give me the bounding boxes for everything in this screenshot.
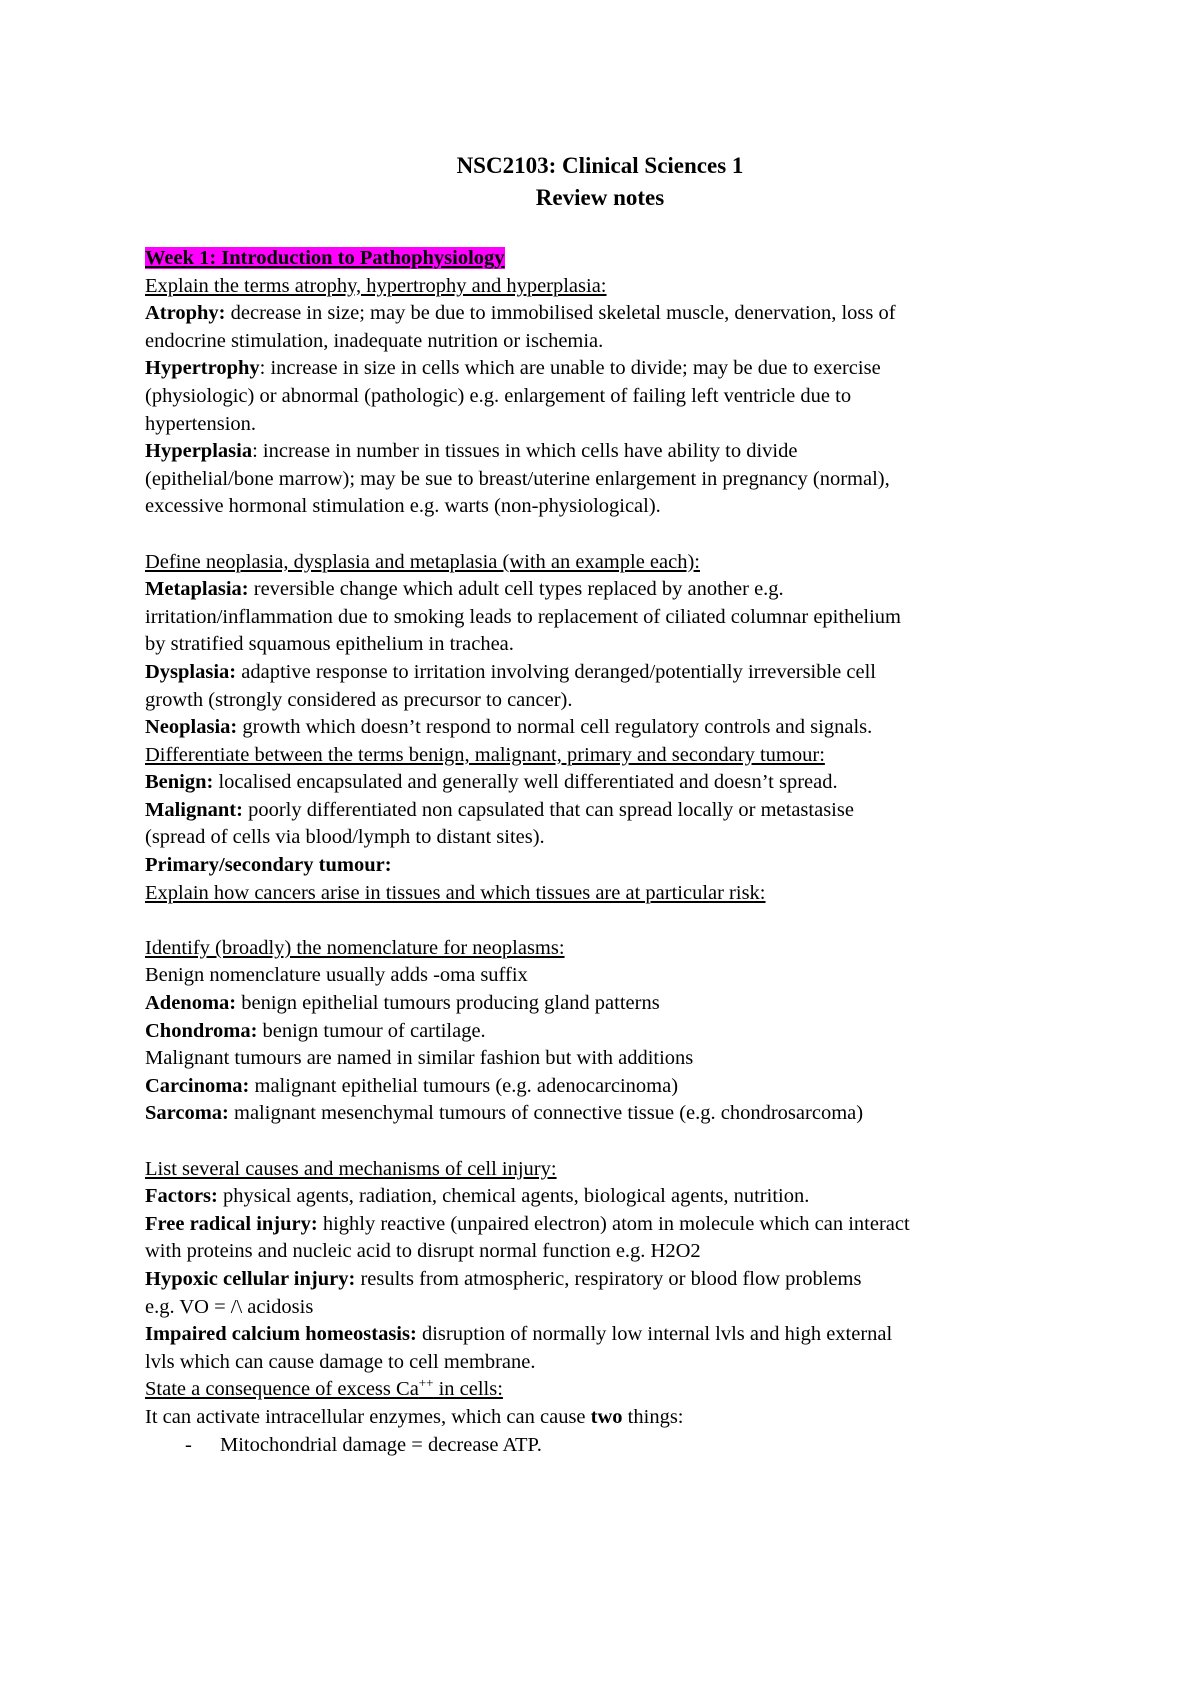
malignant-text: poorly differentiated non capsulated that can spread locally or metastasise bbox=[242, 798, 854, 821]
consequence-line bbox=[145, 1404, 1075, 1432]
sarcoma-text: malignant mesenchymal tumours of connective tissue (e.g. chondrosarcoma) bbox=[228, 1102, 864, 1125]
term-carcinoma: Carcinoma: bbox=[145, 1074, 250, 1097]
benign-text: localised encapsulated and generally well differentiated and doesn’t spread. bbox=[213, 771, 838, 794]
question-neoplasia: Define neoplasia, dysplasia and metaplasia (with an example each): bbox=[145, 550, 700, 573]
free-radical-text: highly reactive (unpaired electron) atom in molecule which can interact bbox=[317, 1212, 910, 1235]
document-title: NSC2103: Clinical Sciences 1 bbox=[456, 153, 744, 178]
hypertrophy-line-3: hypertension. bbox=[145, 412, 257, 435]
week-heading-line bbox=[145, 245, 1075, 273]
chondroma-text: benign tumour of cartilage. bbox=[257, 1019, 486, 1042]
document-header bbox=[0, 150, 1200, 214]
hyperplasia-text: : increase in number in tissues in which cells have ability to divide bbox=[252, 440, 798, 463]
hyperplasia-line-2: (epithelial/bone marrow); may be sue to breast/uterine enlargement in pregnancy (normal), bbox=[145, 467, 890, 490]
adenoma-text: benign epithelial tumours producing gland patterns bbox=[236, 992, 660, 1015]
consequence-bold: two bbox=[590, 1405, 623, 1428]
hypoxic-text: results from atmospheric, respiratory or blood flow problems bbox=[355, 1267, 862, 1290]
question-atrophy-terms: Explain the terms atrophy, hypertrophy and hyperplasia: bbox=[145, 274, 607, 297]
dysplasia-line-1 bbox=[145, 659, 1075, 687]
spacer bbox=[145, 907, 1075, 935]
bullet-dash: - bbox=[185, 1433, 192, 1456]
sarcoma-line bbox=[145, 1100, 1075, 1128]
bullet-item bbox=[145, 1432, 1075, 1460]
atrophy-line-2: endocrine stimulation, inadequate nutrition or ischemia. bbox=[145, 329, 604, 352]
free-radical-line-1 bbox=[145, 1211, 1075, 1239]
term-dysplasia: Dysplasia: bbox=[145, 660, 237, 683]
term-hypoxic: Hypoxic cellular injury: bbox=[145, 1267, 356, 1290]
dysplasia-text: adaptive response to irritation involving deranged/potentially irreversible cell bbox=[236, 660, 876, 683]
term-metaplasia: Metaplasia: bbox=[145, 578, 249, 601]
term-chondroma: Chondroma: bbox=[145, 1019, 258, 1042]
neoplasia-line-1 bbox=[145, 714, 1075, 742]
malignant-line-2: (spread of cells via blood/lymph to distant sites). bbox=[145, 826, 545, 849]
term-atrophy: Atrophy: bbox=[145, 302, 226, 325]
term-adenoma: Adenoma: bbox=[145, 992, 237, 1015]
document-subtitle: Review notes bbox=[535, 185, 665, 210]
chondroma-line bbox=[145, 1018, 1075, 1046]
term-neoplasia: Neoplasia: bbox=[145, 716, 238, 739]
adenoma-line bbox=[145, 990, 1075, 1018]
bullet-text: Mitochondrial damage = decrease ATP. bbox=[220, 1433, 542, 1456]
calcium-text: disruption of normally low internal lvls and high external bbox=[416, 1323, 893, 1346]
atrophy-text: decrease in size; may be due to immobilised skeletal muscle, denervation, loss of bbox=[225, 302, 896, 325]
hypertrophy-text: : increase in size in cells which are unable to divide; may be due to exercise bbox=[259, 357, 881, 380]
term-malignant: Malignant: bbox=[145, 798, 243, 821]
free-radical-line-2: with proteins and nucleic acid to disrupt normal function e.g. H2O2 bbox=[145, 1240, 701, 1263]
consequence-text: It can activate intracellular enzymes, which can cause bbox=[145, 1405, 591, 1428]
atrophy-line-1 bbox=[145, 300, 1075, 328]
term-benign: Benign: bbox=[145, 771, 214, 794]
factors-text: physical agents, radiation, chemical agents, biological agents, nutrition. bbox=[217, 1185, 810, 1208]
nomenclature-malignant: Malignant tumours are named in similar fashion but with additions bbox=[145, 1047, 694, 1070]
superscript-charge: ++ bbox=[418, 1375, 434, 1391]
consequence-suffix: things: bbox=[622, 1405, 684, 1428]
term-factors: Factors: bbox=[145, 1185, 218, 1208]
question-nomenclature: Identify (broadly) the nomenclature for neoplasms: bbox=[145, 936, 565, 959]
calcium-line-1 bbox=[145, 1321, 1075, 1349]
metaplasia-line-2: irritation/inflammation due to smoking leads to replacement of ciliated columnar epithelium bbox=[145, 605, 902, 628]
hypertrophy-line-1 bbox=[145, 355, 1075, 383]
malignant-line-1 bbox=[145, 797, 1075, 825]
dysplasia-line-2: growth (strongly considered as precursor to cancer). bbox=[145, 688, 573, 711]
neoplasia-text: growth which doesn’t respond to normal cell regulatory controls and signals. bbox=[237, 716, 873, 739]
question-calcium-consequence bbox=[145, 1376, 1075, 1404]
factors-line bbox=[145, 1183, 1075, 1211]
term-hyperplasia: Hyperplasia bbox=[145, 440, 253, 463]
question-calcium-text: State a consequence of excess Ca bbox=[145, 1378, 419, 1401]
hyperplasia-line-1 bbox=[145, 438, 1075, 466]
metaplasia-text: reversible change which adult cell types replaced by another e.g. bbox=[248, 578, 784, 601]
term-hypertrophy: Hypertrophy bbox=[145, 357, 260, 380]
question-tumour-types: Differentiate between the terms benign, malignant, primary and secondary tumour: bbox=[145, 743, 825, 766]
term-sarcoma: Sarcoma: bbox=[145, 1102, 229, 1125]
carcinoma-text: malignant epithelial tumours (e.g. adenocarcinoma) bbox=[249, 1074, 679, 1097]
metaplasia-line-3: by stratified squamous epithelium in trachea. bbox=[145, 633, 514, 656]
question-calcium-suffix: in cells: bbox=[433, 1378, 503, 1401]
spacer bbox=[145, 1128, 1075, 1156]
nomenclature-benign: Benign nomenclature usually adds -oma suffix bbox=[145, 964, 528, 987]
spacer bbox=[145, 521, 1075, 549]
document-body bbox=[145, 245, 1075, 1459]
question-cell-injury: List several causes and mechanisms of cell injury: bbox=[145, 1157, 557, 1180]
hypertrophy-line-2: (physiologic) or abnormal (pathologic) e.g. enlargement of failing left ventricle due to bbox=[145, 384, 852, 407]
benign-line-1 bbox=[145, 769, 1075, 797]
calcium-line-2: lvls which can cause damage to cell membrane. bbox=[145, 1350, 536, 1373]
term-primary-secondary: Primary/secondary tumour: bbox=[145, 854, 392, 877]
hypoxic-line-1 bbox=[145, 1266, 1075, 1294]
hypoxic-line-2: e.g. VO = /\ acidosis bbox=[145, 1295, 314, 1318]
question-cancer-origin: Explain how cancers arise in tissues and which tissues are at particular risk: bbox=[145, 881, 766, 904]
week-heading: Week 1: Introduction to Pathophysiology bbox=[145, 247, 505, 269]
term-calcium: Impaired calcium homeostasis: bbox=[145, 1323, 417, 1346]
metaplasia-line-1 bbox=[145, 576, 1075, 604]
hyperplasia-line-3: excessive hormonal stimulation e.g. warts (non-physiological). bbox=[145, 495, 661, 518]
carcinoma-line bbox=[145, 1073, 1075, 1101]
term-free-radical: Free radical injury: bbox=[145, 1212, 318, 1235]
